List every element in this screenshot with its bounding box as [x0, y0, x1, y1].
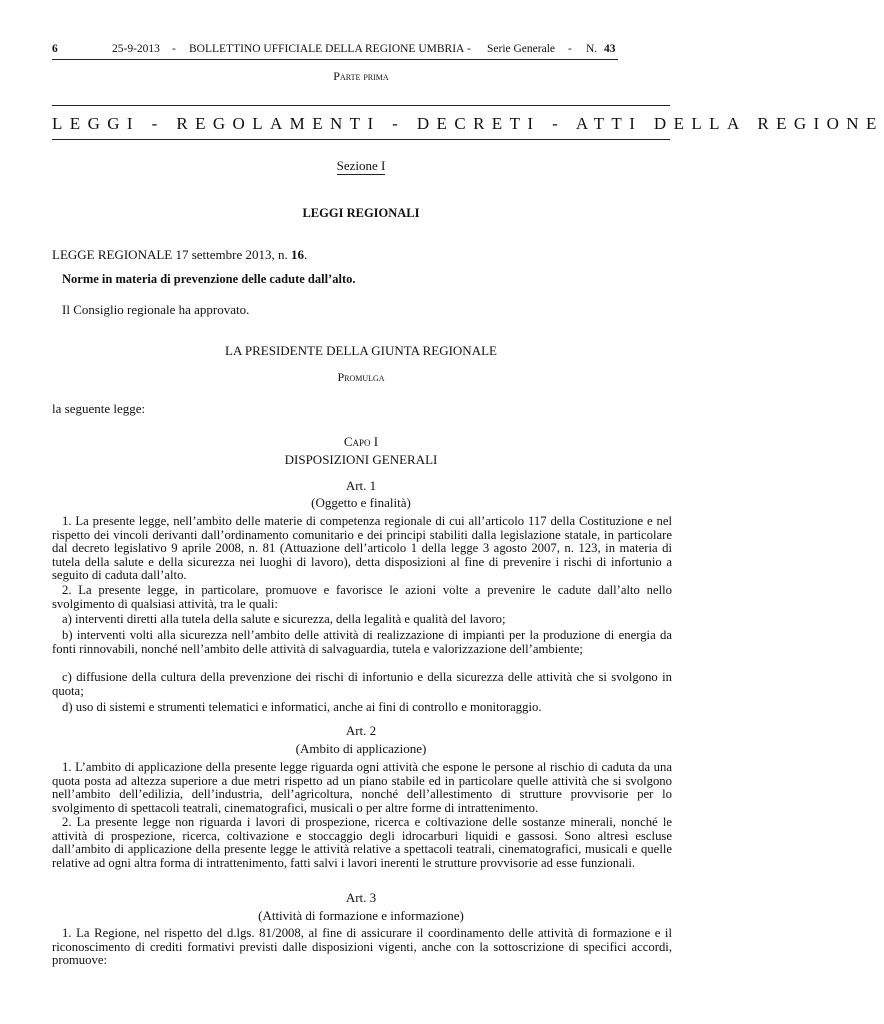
president-heading: LA PRESIDENTE DELLA GIUNTA REGIONALE [225, 343, 497, 358]
article-title: (Ambito di applicazione) [295, 741, 427, 756]
section-title: Sezione I [336, 158, 386, 173]
article-label: Art. 2 [345, 723, 377, 738]
article-title: (Oggetto e finalità) [311, 495, 411, 510]
header-separator: - [568, 43, 572, 55]
chapter-label: Capo I [343, 434, 379, 449]
law-subject: Norme in materia di prevenzione delle cadute dall’alto. [62, 272, 356, 286]
article-list-item: a) interventi diretti alla tutela della salute e sicurezza, della legalità e qualità del lavoro; [62, 612, 506, 626]
article-label: Art. 3 [345, 890, 377, 905]
law-number: 16 [291, 247, 305, 262]
header-separator: - [467, 43, 471, 55]
issue-date: 25-9-2013 [112, 43, 160, 55]
page-number: 6 [52, 43, 58, 55]
category-title: LEGGI REGIONALI [302, 206, 420, 220]
article-paragraph: 2. La presente legge non riguarda i lavori di prospezione, ricerca e coltivazione delle sostanze minerali, nonché le attività di prospezione, ricerca, coltivazione e stoccaggio degli idrocarburi liquidi e gassosi. Sono altresì escluse dall’ambito di applicazione della presente legge le attività relative a spettacoli teatrali, cinematografici, musicali e quelle relative ad ogni altra forma di intrattenimento, fatti salvi i lavori inerenti le strutture provvisorie ad esse funzionali. [52, 815, 672, 870]
article-list-item: c) diffusione della cultura della prevenzione dei rischi di infortunio e della sicurezza delle attività che si svolgono in quota; [52, 670, 672, 698]
article-title: (Attività di formazione e informazione) [258, 908, 464, 923]
article-list-item: d) uso di sistemi e strumenti telematici e informatici, anche ai fini di controllo e monitoraggio. [62, 700, 542, 714]
part-label: Parte prima [333, 69, 389, 83]
following-law: la seguente legge: [52, 401, 146, 416]
section-banner: LEGGI - REGOLAMENTI - DECRETI - ATTI DELLA REGIONE [52, 114, 884, 133]
article-list-item: b) interventi volti alla sicurezza nell’ambito delle attività di realizzazione di impianti per la produzione di energia da fonti rinnovabili, nonché nell’ambito delle attività di salvaguardia, tutela e valorizzazione dell’ambiente; [52, 628, 672, 656]
article-paragraph: 1. L’ambito di applicazione della presente legge riguarda ogni attività che espone le persone al rischio di caduta da una quota posta ad altezza superiore a due metri rispetto ad un piano stabile ed in particolare quelle attività che si svolgono nell’ambito dell’edilizia, dell’industria, dell’agricoltura, nonché dell’allestimento di strutture provvisorie per lo svolgimento di spettacoli teatrali, cinematografici, musicali o per altre forme di intrattenimento. [52, 760, 672, 815]
series-name: Serie Generale [487, 43, 556, 55]
law-title [52, 247, 307, 263]
approval-statement: Il Consiglio regionale ha approvato. [62, 302, 250, 317]
law-title-prefix: LEGGE REGIONALE 17 settembre 2013, n. [52, 247, 292, 262]
header-separator: - [172, 43, 176, 55]
issue-number-prefix: N. [586, 43, 598, 55]
article-paragraph: 1. La Regione, nel rispetto del d.lgs. 81/2008, al fine di assicurare il coordinamento delle attività di formazione e il riconoscimento di crediti formativi previsti dalle disposizioni vigenti, anche con la sottoscrizione di specifici accordi, promuove: [52, 926, 672, 968]
article-paragraph: 1. La presente legge, nell’ambito delle materie di competenza regionale di cui all’articolo 117 della Costituzione e nel rispetto dei vincoli derivanti dall’ordinamento comunitario e dei principi stabiliti dalla legislazione statale, in particolare dal decreto legislativo 9 aprile 2008, n. 81 (Attuazione dell’articolo 1 della legge 3 agosto 2007, n. 123, in materia di tutela della salute e della sicurezza nei luoghi di lavoro), detta disposizioni al fine di prevenire i rischi di infortunio a seguito di caduta dall’alto. [52, 514, 672, 583]
issue-number: 43 [604, 43, 616, 55]
chapter-title: DISPOSIZIONI GENERALI [284, 452, 438, 467]
banner-rule-bottom [52, 139, 670, 140]
article-label: Art. 1 [345, 478, 377, 493]
article-paragraph: 2. La presente legge, in particolare, promuove e favorisce le azioni volte a prevenire le cadute dall’alto nello svolgimento di qualsiasi attività, tra le quali: [52, 583, 672, 611]
publication-name: BOLLETTINO UFFICIALE DELLA REGIONE UMBRIA [189, 43, 465, 55]
law-title-suffix: . [304, 247, 308, 262]
header-rule [52, 59, 618, 60]
banner-rule-top [52, 105, 670, 106]
section-label [52, 158, 670, 174]
promulgation: Promulga [337, 370, 385, 384]
